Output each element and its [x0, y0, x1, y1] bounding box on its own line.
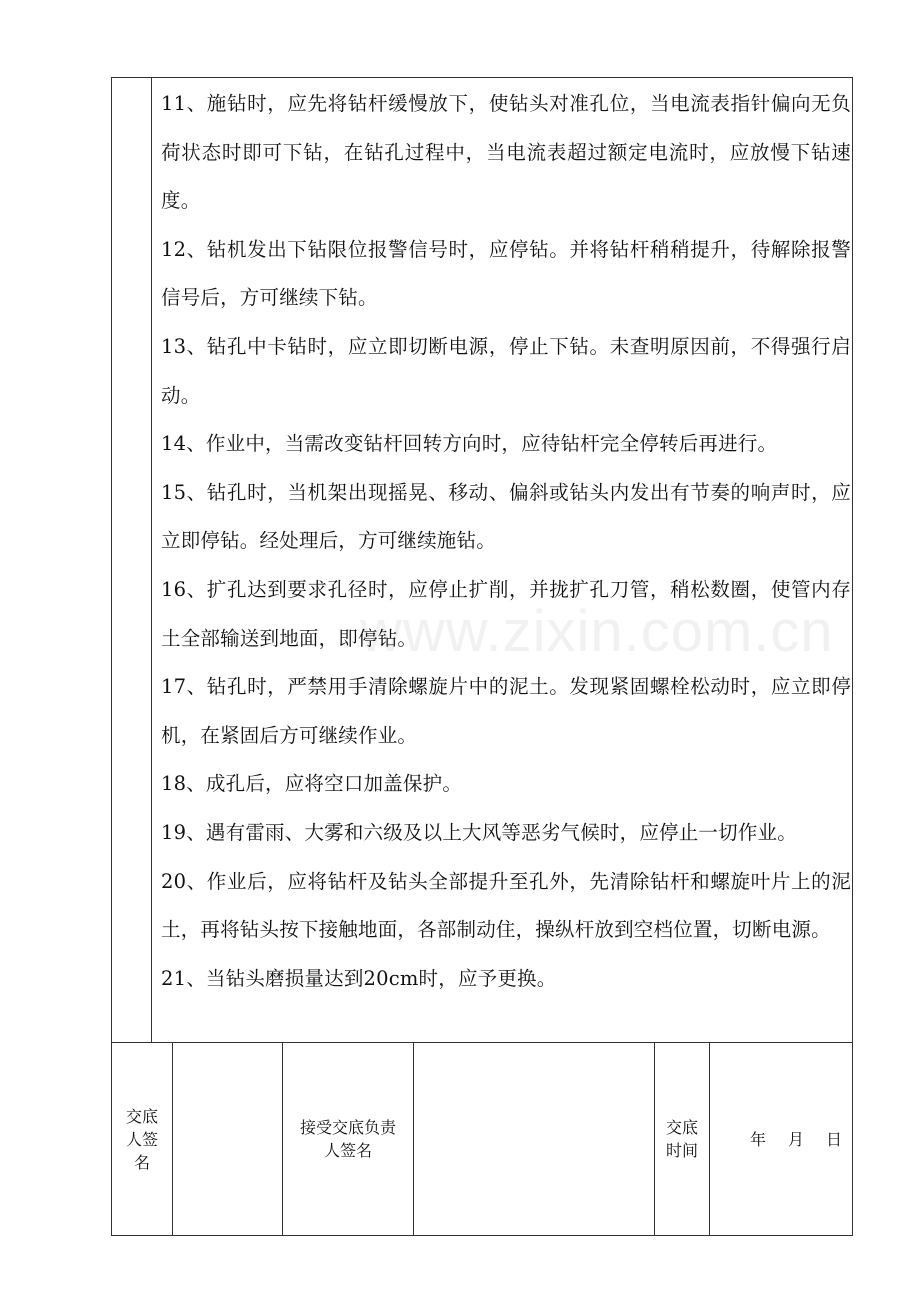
handover-signer-field[interactable]: [173, 1043, 282, 1235]
handover-date-field[interactable]: [710, 1043, 852, 1235]
rule-item-11: 11、施钻时，应先将钻杆缓慢放下，使钻头对准孔位，当电流表指针偏向无负荷状态时即可下钻，在钻孔过程中，当电流表超过额定电流时，应放慢下钻速度。: [161, 92, 851, 213]
rule-item-20: 20、作业后，应将钻杆及钻头全部提升至孔外，先清除钻杆和螺旋叶片上的泥土，再将钻头按下接触地面，各部制动住，操纵杆放到空档位置，切断电源。: [161, 869, 851, 942]
content-frame: [111, 77, 853, 1042]
receiver-signature-field[interactable]: [414, 1043, 654, 1235]
date-day: 日: [825, 1129, 842, 1149]
date-month: 月: [787, 1129, 804, 1149]
left-label-column: [112, 78, 152, 1042]
handover-time-label: 交底时间: [665, 1118, 698, 1160]
signature-table: [111, 1042, 853, 1236]
rule-item-21: 21、当钻头磨损量达到20cm时，应予更换。: [161, 966, 557, 990]
rule-item-15: 15、钻孔时，当机架出现摇晃、移动、偏斜或钻头内发出有节奏的响声时，应立即停钻。经处理后，方可继续施钻。: [161, 480, 851, 553]
handover-signer-label: 交底人签名: [125, 1106, 158, 1172]
rule-item-16: 16、扩孔达到要求孔径时，应停止扩削，并拢扩孔刀管，稍松数圈，使管内存土全部输送到地面，即停钻。: [161, 577, 851, 650]
rule-item-14: 14、作业中，当需改变钻杆回转方向时，应待钻杆完全停转后再进行。: [161, 432, 778, 456]
rule-item-18: 18、成孔后，应将空口加盖保护。: [161, 772, 463, 796]
date-year: 年: [749, 1129, 766, 1149]
rule-item-19: 19、遇有雷雨、大雾和六级及以上大风等恶劣气候时，应停止一切作业。: [161, 820, 797, 844]
safety-rules-list: [161, 80, 851, 1003]
receiver-label: 接受交底负责人签名: [299, 1118, 396, 1160]
rule-item-17: 17、钻孔时，严禁用手清除螺旋片中的泥土。发现紧固螺栓松动时，应立即停机，在紧固后方可继续作业。: [161, 675, 851, 747]
rule-item-12: 12、钻机发出下钻限位报警信号时，应停钻。并将钻杆稍稍提升，待解除报警信号后，方可继续下钻。: [161, 237, 851, 310]
rule-item-13: 13、钻孔中卡钻时，应立即切断电源，停止下钻。未查明原因前，不得强行启动。: [161, 334, 851, 407]
watermark: www.zixin.com.cn: [360, 599, 834, 664]
